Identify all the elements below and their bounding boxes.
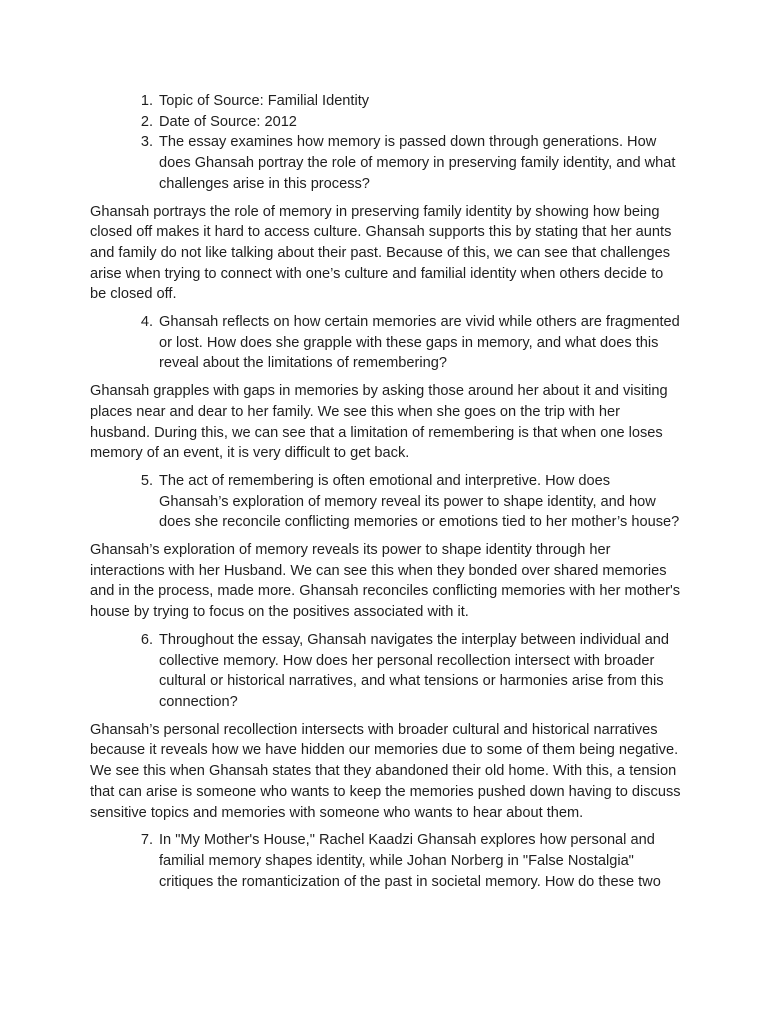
list-number: 5. xyxy=(140,472,153,489)
list-number: 4. xyxy=(140,314,153,331)
question-list-2 xyxy=(90,312,682,374)
answer-paragraph-5: Ghansah’s exploration of memory reveals its power to shape identity through her interactions with her Husband. We can see this when they bonded over shared memories and in the process, made more. Ghansah reconciles conflicting memories with her mother's house by trying to focus on the positives associated with it. xyxy=(90,542,681,621)
list-item-2 xyxy=(90,112,682,133)
list-item-6 xyxy=(90,630,682,713)
list-item-text: The act of remembering is often emotional and interpretive. How does Ghansah’s exploration of memory reveal its power to shape identity, and how does she reconcile conflicting memories or emotions tied to her mother’s house? xyxy=(159,472,680,531)
answer-paragraph-6: Ghansah’s personal recollection intersects with broader cultural and historical narratives because it reveals how we have hidden our memories due to some of them being negative. We see this when Ghansah states that they abandoned their old home. With this, a tension that can arise is someone who wants to keep the memories pushed down having to discuss sensitive topics and memories with someone who wants to hear about them. xyxy=(90,721,681,821)
list-number: 1. xyxy=(140,93,153,109)
list-item-4 xyxy=(90,312,682,374)
list-number: 3. xyxy=(140,134,153,151)
document-body xyxy=(90,91,682,892)
question-list-1 xyxy=(90,91,682,195)
list-number: 6. xyxy=(140,631,153,648)
list-number: 2. xyxy=(140,113,153,130)
list-item-1 xyxy=(90,91,682,112)
list-item-text: In "My Mother's House," Rachel Kaadzi Ghansah explores how personal and familial memory shapes identity, while Johan Norberg in "False Nostalgia" critiques the romanticization of the past in societal memory. How do these two xyxy=(159,832,661,890)
list-item-text: Topic of Source: Familial Identity xyxy=(159,93,370,109)
list-item-text: Date of Source: 2012 xyxy=(159,113,297,130)
question-list-3 xyxy=(90,471,682,533)
list-number: 7. xyxy=(140,832,153,849)
list-item-7 xyxy=(90,830,682,892)
question-list-4 xyxy=(90,630,682,713)
list-item-text: Throughout the essay, Ghansah navigates the interplay between individual and collective memory. How does her personal recollection intersect with broader cultural or historical narratives, and what tensions or harmonies arise from this connection? xyxy=(159,631,670,710)
list-item-text: The essay examines how memory is passed down through generations. How does Ghansah portray the role of memory in preserving family identity, and what challenges arise in this process? xyxy=(159,134,676,192)
list-item-text: Ghansah reflects on how certain memories are vivid while others are fragmented or lost. How does she grapple with these gaps in memory, and what does this reveal about the limitations of remembering? xyxy=(159,314,680,372)
question-list-5 xyxy=(90,830,682,892)
answer-paragraph-3: Ghansah portrays the role of memory in preserving family identity by showing how being closed off makes it hard to access culture. Ghansah supports this by stating that her aunts and family do not like talking about their past. Because of this, we can see that challenges arise when trying to connect with one’s culture and familial identity when others decide to be closed off. xyxy=(90,203,672,303)
list-item-5 xyxy=(90,471,682,533)
list-item-3 xyxy=(90,132,682,194)
answer-paragraph-4: Ghansah grapples with gaps in memories by asking those around her about it and visiting places near and dear to her family. We see this when she goes on the trip with her husband. During this, we can see that a limitation of remembering is that when one loses memory of an event, it is very difficult to get back. xyxy=(90,383,668,462)
